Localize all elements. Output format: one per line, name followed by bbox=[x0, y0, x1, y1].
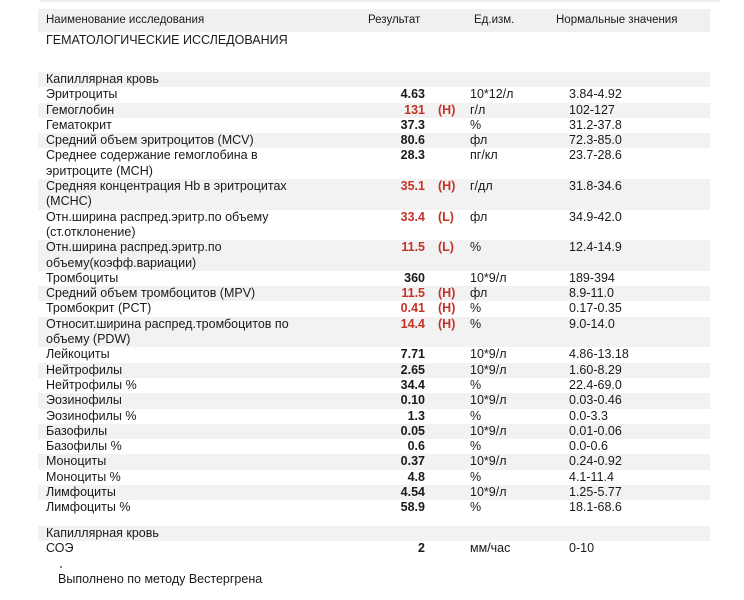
test-name: Гематокрит bbox=[46, 117, 112, 132]
test-name: Тромбокрит (PCT) bbox=[46, 301, 152, 316]
test-value: 0.10 bbox=[400, 393, 425, 408]
reference-range: 4.86-13.18 bbox=[569, 347, 629, 362]
test-value: 0.05 bbox=[400, 423, 425, 438]
test-unit: 10*9/л bbox=[470, 347, 507, 362]
test-name: Отн.ширина распред.эритр.по объему (ст.отклонение) bbox=[46, 209, 269, 239]
reference-range: 0.0-3.3 bbox=[569, 408, 608, 423]
test-name: СОЭ bbox=[46, 541, 74, 556]
test-unit: 10*9/л bbox=[470, 393, 507, 408]
test-value: 37.3 bbox=[400, 117, 425, 132]
reference-range: 31.2-37.8 bbox=[569, 117, 622, 132]
result-row bbox=[38, 240, 710, 271]
test-value: 0.37 bbox=[400, 454, 425, 469]
reference-range: 102-127 bbox=[569, 102, 615, 117]
test-name: Средняя концентрация Hb в эритроцитах (MCHC) bbox=[46, 179, 287, 209]
result-row bbox=[38, 286, 710, 301]
reference-range: 22.4-69.0 bbox=[569, 377, 622, 392]
result-row bbox=[38, 148, 710, 179]
test-name: Относит.ширина распред.тромбоцитов по объему (PDW) bbox=[46, 316, 289, 347]
abnormal-flag: (H) bbox=[438, 286, 456, 301]
reference-range: 0.0-0.6 bbox=[569, 439, 608, 454]
result-row bbox=[38, 454, 710, 469]
test-value: 360 bbox=[404, 270, 425, 285]
test-unit: 10*9/л bbox=[470, 485, 507, 500]
table-header bbox=[38, 9, 710, 32]
abnormal-flag: (H) bbox=[438, 179, 456, 194]
test-name: Моноциты % bbox=[46, 469, 121, 484]
test-value: 11.5 bbox=[401, 286, 425, 301]
reference-range: 34.9-42.0 bbox=[569, 209, 622, 224]
top-edge bbox=[40, 0, 720, 3]
test-unit: г/л bbox=[470, 102, 486, 117]
test-name: Нейтрофилы bbox=[46, 362, 123, 377]
test-name: Средний объем тромбоцитов (MPV) bbox=[46, 286, 256, 301]
test-name: Моноциты bbox=[46, 454, 107, 469]
test-value: 80.6 bbox=[400, 133, 425, 148]
test-value: 2 bbox=[418, 541, 425, 556]
test-value: 1.3 bbox=[407, 408, 425, 423]
test-value: 4.54 bbox=[400, 485, 425, 500]
result-row bbox=[38, 301, 710, 316]
results-group-blood bbox=[38, 72, 710, 516]
abnormal-flag: (H) bbox=[438, 301, 456, 316]
test-name: Лимфоциты % bbox=[46, 500, 131, 515]
reference-range: 0.03-0.46 bbox=[569, 393, 622, 408]
test-name: Тромбоциты bbox=[46, 270, 119, 285]
test-name: Среднее содержание гемоглобина в эритроците (MCH) bbox=[46, 148, 258, 178]
test-unit: мм/час bbox=[470, 541, 511, 556]
result-row bbox=[38, 541, 710, 556]
header-unit: Ед.изм. bbox=[474, 14, 515, 26]
test-value: 33.4 bbox=[400, 209, 425, 224]
sample-type: Капиллярная кровь bbox=[46, 72, 159, 86]
result-row bbox=[38, 485, 710, 500]
header-name: Наименование исследования bbox=[46, 14, 205, 26]
test-name: Лимфоциты bbox=[46, 485, 116, 500]
sample-type: Капиллярная кровь bbox=[46, 526, 159, 540]
test-value: 7.71 bbox=[400, 347, 425, 362]
test-name: Эритроциты bbox=[46, 87, 118, 102]
test-value: 0.41 bbox=[400, 301, 425, 316]
result-row bbox=[38, 347, 710, 362]
test-name: Базофилы bbox=[46, 423, 108, 438]
test-value: 11.5 bbox=[401, 240, 425, 255]
test-value: 131 bbox=[404, 102, 425, 117]
result-row bbox=[38, 439, 710, 454]
test-unit: % bbox=[470, 117, 482, 132]
result-row bbox=[38, 409, 710, 424]
result-row bbox=[38, 133, 710, 148]
section-title: ГЕМАТОЛОГИЧЕСКИЕ ИССЛЕДОВАНИЯ bbox=[46, 33, 288, 47]
test-unit: 10*12/л bbox=[470, 87, 514, 102]
test-value: 14.4 bbox=[400, 316, 425, 331]
test-unit: % bbox=[470, 469, 482, 484]
test-value: 28.3 bbox=[400, 148, 425, 163]
result-row bbox=[38, 363, 710, 378]
test-value: 2.65 bbox=[400, 362, 425, 377]
test-value: 4.8 bbox=[407, 469, 425, 484]
reference-range: 0.24-0.92 bbox=[569, 454, 622, 469]
test-unit: 10*9/л bbox=[470, 362, 507, 377]
test-name: Эозинофилы % bbox=[46, 408, 137, 423]
test-unit: пг/кл bbox=[470, 148, 498, 163]
test-name: Эозинофилы bbox=[46, 393, 122, 408]
dot-marker bbox=[60, 566, 62, 568]
result-row bbox=[38, 271, 710, 286]
test-unit: фл bbox=[470, 209, 488, 224]
test-value: 0.6 bbox=[407, 439, 425, 454]
result-row bbox=[38, 378, 710, 393]
reference-range: 4.1-11.4 bbox=[569, 469, 614, 484]
results-group-esr bbox=[38, 526, 710, 557]
abnormal-flag: (H) bbox=[438, 102, 456, 117]
reference-range: 9.0-14.0 bbox=[569, 316, 615, 331]
test-name: Базофилы % bbox=[46, 439, 122, 454]
result-row bbox=[38, 470, 710, 485]
sample-type-row bbox=[38, 526, 710, 541]
result-row bbox=[38, 87, 710, 102]
test-unit: 10*9/л bbox=[470, 270, 507, 285]
test-unit: % bbox=[470, 240, 482, 255]
test-unit: % bbox=[470, 500, 482, 515]
reference-range: 0.17-0.35 bbox=[569, 301, 622, 316]
result-row bbox=[38, 118, 710, 133]
test-name: Гемоглобин bbox=[46, 102, 115, 117]
reference-range: 23.7-28.6 bbox=[569, 148, 622, 163]
result-row bbox=[38, 179, 710, 210]
test-value: 34.4 bbox=[400, 377, 425, 392]
result-row bbox=[38, 317, 710, 348]
reference-range: 1.60-8.29 bbox=[569, 362, 622, 377]
result-row bbox=[38, 210, 710, 241]
test-unit: % bbox=[470, 316, 482, 331]
test-unit: г/дл bbox=[470, 179, 493, 194]
method-footnote: Выполнено по методу Вестергрена bbox=[58, 572, 263, 586]
test-unit: % bbox=[470, 377, 482, 392]
test-name: Средний объем эритроцитов (MCV) bbox=[46, 133, 254, 148]
reference-range: 1.25-5.77 bbox=[569, 485, 622, 500]
reference-range: 8.9-11.0 bbox=[569, 286, 614, 301]
result-row bbox=[38, 393, 710, 408]
test-name: Лейкоциты bbox=[46, 347, 110, 362]
reference-range: 3.84-4.92 bbox=[569, 87, 622, 102]
reference-range: 31.8-34.6 bbox=[569, 179, 622, 194]
header-norm: Нормальные значения bbox=[556, 14, 678, 26]
header-result: Результат bbox=[368, 14, 421, 26]
test-value: 35.1 bbox=[400, 179, 425, 194]
abnormal-flag: (H) bbox=[438, 316, 456, 331]
test-unit: фл bbox=[470, 133, 488, 148]
test-unit: % bbox=[470, 408, 482, 423]
reference-range: 189-394 bbox=[569, 270, 615, 285]
result-row bbox=[38, 103, 710, 118]
test-unit: 10*9/л bbox=[470, 454, 507, 469]
test-value: 58.9 bbox=[400, 500, 425, 515]
result-row bbox=[38, 424, 710, 439]
reference-range: 18.1-68.6 bbox=[569, 500, 622, 515]
test-name: Отн.ширина распред.эритр.по объему(коэфф.вариации) bbox=[46, 240, 222, 270]
test-unit: % bbox=[470, 301, 482, 316]
reference-range: 72.3-85.0 bbox=[569, 133, 622, 148]
reference-range: 12.4-14.9 bbox=[569, 240, 622, 255]
test-value: 4.63 bbox=[400, 87, 425, 102]
reference-range: 0.01-0.06 bbox=[569, 423, 622, 438]
test-name: Нейтрофилы % bbox=[46, 377, 137, 392]
abnormal-flag: (L) bbox=[438, 209, 454, 224]
abnormal-flag: (L) bbox=[438, 240, 454, 255]
test-unit: % bbox=[470, 439, 482, 454]
test-unit: фл bbox=[470, 286, 488, 301]
sample-type-row bbox=[38, 72, 710, 87]
test-unit: 10*9/л bbox=[470, 423, 507, 438]
result-row bbox=[38, 500, 710, 515]
reference-range: 0-10 bbox=[569, 541, 595, 556]
